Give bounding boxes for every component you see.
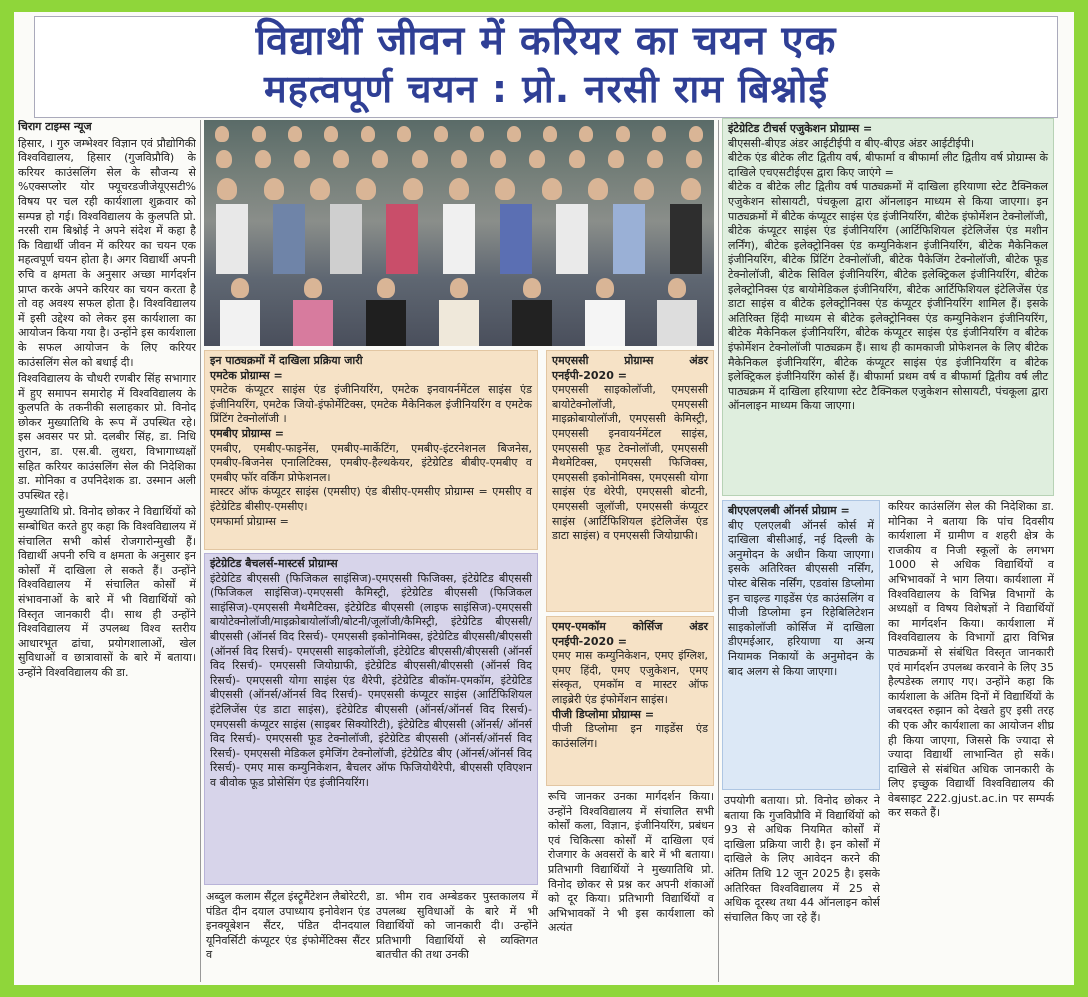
box-integrated-programs	[204, 553, 538, 885]
headline-line-2: महत्वपूर्ण चयन : प्रो. नरसी राम बिश्नोई	[263, 67, 829, 111]
column-divider	[718, 120, 719, 982]
pgd-heading: पीजी डिप्लोमा प्रोग्राम्स =	[552, 707, 655, 721]
ma-text: एमए मास कम्युनिकेशन, एमए इंग्लिश, एमए हिंदी, एमए एजुकेशन, एमए संस्कृत, एमकॉम व मास्टर ऑफ लाइब्रेरी एंड इंफोर्मेशन साइंस।	[552, 649, 708, 706]
box-msc-programs	[546, 350, 714, 612]
column-2b	[376, 890, 538, 982]
itep-text-1: बीएससी-बीएड अंडर आईटीईपी व बीए-बीएड अंडर आईटीईपी।	[728, 136, 975, 150]
paragraph-2: विश्वविद्यालय के चौधरी रणबीर सिंह सभागार में हुए समापन समारोह में विश्वविद्यालय के कुलपति के तकनीकी सलाहकार प्रो. विनोद छोकर मुख्यातिथि के रूप में उपस्थित रहे। इस अवसर पर प्रो. दलबीर सिंह, डा. निधि तुरान, डा. एस.बी. लुथरा, विभागाध्यक्षों सहित करियर काउंसलिंग सेल की निदेशिका डा. मोनिका व उपनिदेशक डा. उस्मान अली उपस्थित रहे।	[18, 372, 196, 502]
paragraph-col3: रूचि जानकर उनका मार्गदर्शन किया। उन्होंने विश्वविद्यालय में संचालित सभी कोर्सों कला, विज्ञान, इंजीनियरिंग, प्रबंधन एवं चिकित्सा कोर्सों में दाखिला एवं रोजगार के अवसरों के बारे में भी बताया। प्रतिभागी विद्यार्थियों ने मुख्यातिथि प्रो. विनोद छोकर से प्रश्न कर अपनी शंकाओं को दूर किया। प्रतिभागी विद्यार्थियों व अभिभावकों ने भी इस कार्यशाला को अत्यंत	[548, 790, 714, 935]
integrated-text: इंटेग्रेटिड बीएससी (फिजिकल साइंसिज)-एमएससी फिजिक्स, इंटेग्रेटिड बीएससी (फिजिकल साइंसिज)-एमएससी कैमिस्ट्री, इंटेग्रेटिड बीएससी (फिजिकल साइंसिज)-एमएससी मैथमैटिक्स, इंटेग्रेटिड बीएससी (लाइफ साइंसिज)-एमएससी बायोटेक्नोलॉजी/माइक्रोबायोलॉजी/बोटनी/जूलॉजी/कैमिस्ट्री, इंटेग्रेटिड बीएससी/बीएससी (ऑनर्स विद रिसर्च)- एमएससी इकोनोमिक्स, इंटेग्रेटिड बीएससी/बीएससी (ऑनर्स विद रिसर्च)- एमएससी साइकोलॉजी, इंटेग्रेटिड बीएससी/बीएससी (ऑनर्स विद रिसर्च)- एमएससी जियोग्राफी, इंटेग्रेटिड बीएससी/बीएससी (ऑनर्स विद रिसर्च)- एमएससी योगा साइंस एंड थैरेपी, इंटेग्रेटिड बीकॉम-एमकॉम, इंटेग्रेटिड बीएससी (ऑनर्स/ऑनर्स विद रिसर्च)- एमएससी कंप्यूटर साइंस (आर्टिफिशियल इंटेलिजेंस एंड डाटा साइंस), इंटेग्रेटिड बीएससी (ऑनर्स/ऑनर्स विद रिसर्च)- एमएससी कंप्यूटर साइंस (साइबर सिक्योरिटी), इंटेग्रेटिड बीएससी (ऑनर्स/ ऑनर्स विद रिसर्च)- एमएससी फूड टेक्नोलॉजी, इंटेग्रेटिड बीएससी (ऑनर्स/ऑनर्स विद रिसर्च)- एमएससी मेडिकल इमेजिंग टेक्नोलॉजी, इंटेग्रेटिड बीए (ऑनर्स/ऑनर्स विद रिसर्च)- एमए मास कम्युनिकेशन, बैचलर ऑफ फिजियोथैरेपी, बीएससी एविएशन व बीवोक फूड प्रोसेसिंग एंड इंजीनियरिंग।	[210, 571, 532, 789]
mtech-heading: एमटेक प्रोग्राम्स =	[210, 368, 283, 382]
column-2a	[206, 890, 370, 982]
paragraph-bottom-b: डा. भीम राव अम्बेडकर पुस्तकालय में उपलब्ध सुविधाओं के बारे में भी विद्यार्थियों को जानकारी दी। उन्होंने प्रतिभागी विद्यार्थियों से व्यक्तिगत बातचीत की तथा उनकी	[376, 890, 538, 962]
paragraph-bottom-a: अब्दुल कलाम सैंट्रल इंस्ट्रूमैंटेशन लैबोरेटरी, पंडित दीन दयाल उपाध्याय इनोवेशन एंड इनक्यूबेशन सैंटर, पंडित दीनदयाल यूनिवर्सिटी कंप्यूटर एंड इंफोर्मेटिक्स सैंटर व	[206, 890, 370, 962]
itep-text-3: बीटेक व बीटेक लीट द्वितीय वर्ष पाठ्यक्रमों में दाखिला हरियाणा स्टेट टैक्निकल एजुकेशन सोसायटी, पंचकूला द्वारा ऑनलाइन माध्यम से किया जाएगा। इन पाठ्यक्रमों में बीटेक कंप्यूटर साइंस एंड इंजीनियरिंग, बीटेक इंफोर्मेशन टेक्नोलॉजी, बीटेक कंप्यूटर साइंस एंड इंजीनियरिंग (आर्टिफिशियल इंटेलिजेंस एंड मशीन लर्निंग), बीटेक इलेक्ट्रोनिक्स एंड कम्युनिकेशन इंजीनियरिंग, बीटेक मैकेनिकल इंजीनियरिंग, बीटेक प्रिंटिंग टेक्नोलॉजी, बीटेक पैकेजिंग टेक्नोलॉजी, बीटेक फूड टेक्नोलॉजी, बीटेक सिविल इंजीनियरिंग, बीटेक इलेक्ट्रिकल इंजीनियरिंग, बीटेक इलेक्ट्रोनिक्स एंड बायोमेडिकल इंजीनियरिंग, बीटेक आर्टिफिशियल इंटेलिजेंस एंड डाटा साइंस व बीटेक इलेक्ट्रोनिक्स एंड कंप्यूटर इंजीनियरिंग शामिल हैं। इसके अतिरिक्त हिंदी माध्यम से बीटेक इलेक्ट्रोनिक्स एंड कम्युनिकेशन इंजीनियरिंग, बीटेक मैकेनिकल इंजीनियरिंग, बीटेक कंप्यूटर साइंस एंड इंजीनियरिंग व बीटेक इंफोर्मेशन टेक्नोलॉजी पाठ्यक्रम हैं। साथ ही कामकाजी प्रोफेशनल के लिए बीटेक मैकेनिकल इंजीनियरिंग, बीटेक कंप्यूटर साइंस एंड इंजीनियरिंग व बीटेक इलेक्ट्रिकल इंजीनियरिंग कोर्स हैं। बीफार्मा प्रथम वर्ष व बीफार्मा द्वितीय वर्ष लीट पाठ्यक्रम में दाखिला हरियाणा स्टेट टैक्निकल एजुकेशन सोसायटी, पंचकूला द्वारा ऑनलाइन माध्यम किया जाएगा।	[728, 180, 1048, 413]
pgd-text: पीजी डिप्लोमा इन गाइडेंस एंड काउंसलिंग।	[552, 722, 708, 750]
headline-line-1: विद्यार्थी जीवन में करियर का चयन एक	[255, 18, 837, 64]
group-photo	[204, 120, 714, 346]
mtech-text: एमटेक कंप्यूटर साइंस एंड इंजीनियरिंग, एमटेक इनवायर्नमेंटल साइंस एंड इंजीनियरिंग, एमटेक जियो-इंफोर्मेटिक्स, एमटेक मैकेनिकल इंजीनियरिंग व एमटेक प्रिंटिंग टेक्नोलॉजी ।	[210, 383, 532, 426]
paragraph-1: हिसार, । गुरु जम्भेश्वर विज्ञान एवं प्रौद्योगिकी विश्वविद्यालय, हिसार (गुजविप्रौवि) के करियर काउंसलिंग सेल के सौजन्य से %एक्सप्लोर योर फ्यूचरडजीजेयूएसटी% विषय पर चल रही कार्यशाला शुक्रवार को सम्पन्न हो गई। विश्वविद्यालय के कुलपति प्रो. नरसी राम बिश्नोई ने अपने संदेश में कहा है कि विद्यार्थी जीवन में करियर का चयन एक महत्वपूर्ण चयन होता है। अगर विद्यार्थी अपनी रुचि व क्षमता के अनुसार अच्छा मार्गदर्शन प्राप्त करके अपने करियर का चयन करता है तो वह अवश्य सफल होता है। विश्वविद्यालय में इसी उद्देश्य को लेकर इस कार्यशाला का आयोजन किया गया है। उन्होंने इस कार्यशाला के सफल आयोजन के लिए करियर काउंसलिंग सेल को बधाई दी।	[18, 136, 196, 369]
paragraph-3: मुख्यातिथि प्रो. विनोद छोकर ने विद्यार्थियों को सम्बोधित करते हुए कहा कि विश्वविद्यालय में संचालित सभी कोर्स रोजगारोन्मुखी हैं। विद्यार्थी अपनी रुचि व क्षमता के अनुसार इन कोर्सों में दाखिला ले सकते हैं। उन्होंने विश्वविद्यालय में संचालित कोर्सों में संभावनाओं के बारे में भी विद्यार्थियों को विस्तृत जानकारी दी। साथ ही उन्होंने विश्वविद्यालय में उपलब्ध विश्व स्तरीय आधारभूत ढांचा, प्रयोगशालाओं, खेल सुविधाओं व छात्रावासों के बारे में बताया। उन्होंने विश्वविद्यालय की डा.	[18, 505, 196, 679]
paragraph-col4: उपयोगी बताया। प्रो. विनोद छोकर ने बताया कि गुजविप्रौवि में विद्यार्थियों को 93 से अधिक नियमित कोर्सों में दाखिला प्रक्रिया जारी है। इन कोर्सों में दाखिले के लिए आवेदन करने की अंतिम तिथि 12 जून 2025 है। इसके अतिरिक्त विश्वविद्यालय में 25 से अधिक दूरस्थ तथा 44 ऑनलाइन कोर्स संचालित किए जा रहे हैं।	[724, 794, 880, 924]
llb-text: बीए एलएलबी ऑनर्स कोर्स में दाखिला बीसीआई, नई दिल्ली के अनुमोदन के अधीन किया जाएगा। इसके अतिरिक्त बीएससी नर्सिंग, पोस्ट बेसिक नर्सिंग, एडवांस डिप्लोमा इन चाइल्ड गाइडेंस एंड काउंसलिंग व पीजी डिप्लोमा इन रिहेबिलिटेशन साइकोलॉजी कोर्सिज में दाखिला डीएमईआर, हरियाणा या अन्य नियामक निकायों के अनुमोदन के बाद अलग से किया जाएगा।	[728, 518, 874, 678]
msc-text: एमएससी साइकोलॉजी, एमएससी बायोटेक्नोलॉजी, एमएससी माइक्रोबायोलॉजी, एमएससी केमिस्ट्री, एमएससी इनवायर्नमेंटल साइंस, एमएससी फूड टेक्नोलॉजी, एमएससी मैथमेटिक्स, एमएससी फिजिक्स, एमएससी इकोनोमिक्स, एमएससी योगा साइंस एंड थेरेपी, एमएससी बोटनी, एमएससी जूलॉजी, एमएससी कंप्यूटर साइंस (आर्टिफिशियल इंटेलिजेंस एंड डाटा साइंस) व एमएससी जियोग्राफी।	[552, 383, 708, 543]
box-title: इंटेग्रेटिड टीचर्स एजुकेशन प्रोग्राम्स =	[728, 122, 873, 135]
column-1	[18, 120, 196, 982]
newspaper-page	[14, 12, 1074, 985]
box-title: एमएससी प्रोग्राम्स अंडर एनईपी-2020 =	[552, 354, 708, 382]
headline	[34, 16, 1058, 118]
box-title: इन पाठ्यक्रमों में दाखिला प्रक्रिया जारी	[210, 354, 363, 367]
mca-text: मास्टर ऑफ कंप्यूटर साइंस (एमसीए) एंड बीसीए-एमसीए प्रोग्राम्स = एमसीए व इंटेग्रेटिड बीसीए-एमसीए।	[210, 485, 532, 513]
box-pg-programs	[204, 350, 538, 550]
mpharma-text: एमफार्मा प्रोग्राम्स =	[210, 514, 289, 528]
column-4-bottom	[724, 794, 880, 982]
column-3-bottom	[548, 790, 714, 982]
itep-text-2: बीटेक एंड बीटेक लीट द्वितीय वर्ष, बीफार्मा व बीफार्मा लीट द्वितीय वर्ष प्रोग्राम्स के दाखिले एचएसटीईएस द्वारा किए जाएंगे =	[728, 151, 1048, 179]
box-title: इंटेग्रेटिड बैचलर्स-मास्टर्स प्रोग्राम्स	[210, 557, 338, 570]
box-llb-program	[722, 500, 880, 790]
box-itep-programs	[722, 118, 1054, 496]
box-ma-programs	[546, 616, 714, 786]
column-5	[888, 500, 1054, 982]
box-title: एमए-एमकॉम कोर्सिज अंडर एनईपी-2020 =	[552, 620, 708, 648]
byline: चिराग टाइम्स न्यूज	[18, 120, 92, 133]
mba-text: एमबीए, एमबीए-फाइनेंस, एमबीए-मार्केटिंग, एमबीए-इंटरनेशनल बिजनेस, एमबीए-बिजनेस एनालिटिक्स, एमबीए-हैल्थकेयर, इंटेग्रेटिड बीबीए-एमबीए व एमबीए फॉर वर्किंग प्रोफेशनल।	[210, 441, 532, 484]
column-divider	[200, 120, 201, 982]
paragraph-col5: करियर काउंसलिंग सेल की निदेशिका डा. मोनिका ने बताया कि पांच दिवसीय कार्यशाला में ग्रामीण व शहरी क्षेत्र के राजकीय व निजी स्कूलों के लगभग 1000 से अधिक विद्यार्थियों व अभिभावकों ने भाग लिया। कार्यशाला में विश्वविद्यालय के विभिन्न विभागों के अध्यक्षों व विषय विशेषज्ञों ने विद्यार्थियों का मार्गदर्शन किया। कार्यशाला में विश्वविद्यालय के विभागों द्वारा विभिन्न पाठ्यक्रमों से संबंधित विस्तृत जानकारी एवं मार्गदर्शन उपलब्ध करवाने के लिए 35 हैल्पडेस्क लगाए गए। उन्होंने कहा कि कार्यशाला के अंतिम दिनों में विद्यार्थियों के जबरदस्त रुझान को देखते हुए इसी तरह की एक और कार्यशाला का आयोजन शीघ्र ही किया जाएगा, जिससे कि ज्यादा से ज्यादा विद्यार्थी लाभान्वित हो सकें। दाखिले से संबंधित अधिक जानकारी के लिए इच्छुक विद्यार्थी विश्वविद्यालय की वेबसाइट 222.gjust.ac.in पर सम्पर्क कर सकते हैं।	[888, 500, 1054, 820]
box-title: बीएएलएलबी ऑनर्स प्रोग्राम =	[728, 504, 850, 517]
mba-heading: एमबीए प्रोग्राम्स =	[210, 426, 284, 440]
